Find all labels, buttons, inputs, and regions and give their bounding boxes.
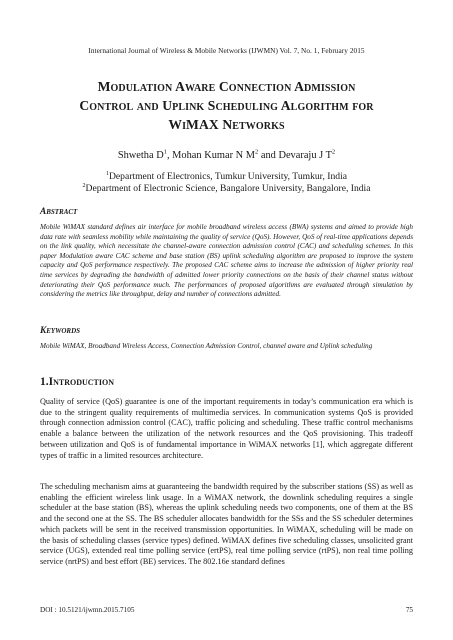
affiliation-marker: 1 [105, 170, 109, 177]
body-paragraph: The scheduling mechanism aims at guaranteeing the bandwidth required by the subscriber stations (SS) as well as enabling the efficient wireless link usage. In a WiMAX network, the downlink scheduling requires a single scheduler at the base station (BS), whereas the uplink scheduling needs two components, one of them at the BS and the second one at the SS. The BS scheduler allocates bandwidth for the SSs and the SS scheduler determines which packets will be sent in the received transmission opportunities. In WiMAX, scheduling will be made on the basis of scheduling classes (service types) defined. WiMAX defines five scheduling classes, unsolicited grant service (UGS), extended real time polling service (ertPS), real time polling service (rtPS), non real time polling service (nrtPS) and best effort (BE) services. The 802.16e standard defines [40, 482, 413, 566]
title-line: Control and Uplink Scheduling Algorithm for [79, 98, 374, 113]
title-line: WiMAX Networks [168, 117, 285, 132]
affiliation [0, 171, 453, 182]
journal-header: International Journal of Wireless & Mobile Networks (IJWMN) Vol. 7, No. 1, February 2015 [88, 46, 365, 55]
author-name: Mohan Kumar N M [172, 150, 255, 161]
author-affil-marker: 1 [163, 148, 167, 156]
author-list [0, 150, 453, 161]
affiliation-text: Department of Electronic Science, Bangalore University, Bangalore, India [85, 183, 371, 194]
title-line: Modulation Aware Connection Admission [97, 79, 356, 94]
page-number: 75 [405, 606, 413, 614]
abstract-text: Mobile WiMAX standard defines air interface for mobile broadband wireless access (BWA) systems and aimed to provide high data rate with seamless mobility while maintaining the quality of service (QoS). However, QoS of real-time applications depends on the link quality, which necessitate the channel-aware connection admission control (CAC) and scheduling schemes. In this paper Modulation aware CAC scheme and base station (BS) uplink scheduling algorithm are proposed to improve the system capacity and QoS performance respectively. The proposed CAC scheme aims to increase the admission of higher priority real time services by degrading the bandwidth of admitted lower priority connections on the basis of their channel status without deteriorating their QoS performance much. The performances of proposed algorithms are evaluated through simulation by considering the metrics like throughput, delay and number of connections admitted. [40, 223, 413, 299]
keywords-text: Mobile WiMAX, Broadband Wireless Access, Connection Admission Control, channel aware and Uplink scheduling [40, 342, 373, 350]
author-affil-marker: 2 [331, 148, 336, 156]
section-heading: 1.Introduction [40, 376, 114, 388]
author-affil-marker: 2 [254, 148, 259, 156]
author-name: Devaraju J T [278, 150, 332, 161]
paper-title [40, 77, 413, 134]
affiliation [0, 183, 453, 194]
affiliation-marker: 2 [82, 182, 86, 189]
author-separator: and [258, 150, 279, 161]
author-name: Shwetha D [117, 150, 164, 161]
author-separator: , [166, 150, 173, 161]
doi-footer: DOI : 10.5121/ijwmn.2015.7105 [40, 606, 135, 614]
abstract-heading: Abstract [40, 207, 78, 217]
keywords-heading: Keywords [40, 326, 81, 336]
affiliation-text: Department of Electronics, Tumkur University, Tumkur, India [108, 171, 347, 182]
body-paragraph: Quality of service (QoS) guarantee is one of the important requirements in today’s communication era which is due to the stringent quality requirements of multimedia services. In communication systems QoS is provided through connection admission control (CAC), traffic policing and scheduling. These traffic control mechanisms enable a balance between the utilization of the network resources and the QoS provisioning. This tradeoff between utilization and QoS is of fundamental importance in WiMAX networks [1], which aggregate different types of traffic in a limited resources architecture. [40, 397, 413, 460]
